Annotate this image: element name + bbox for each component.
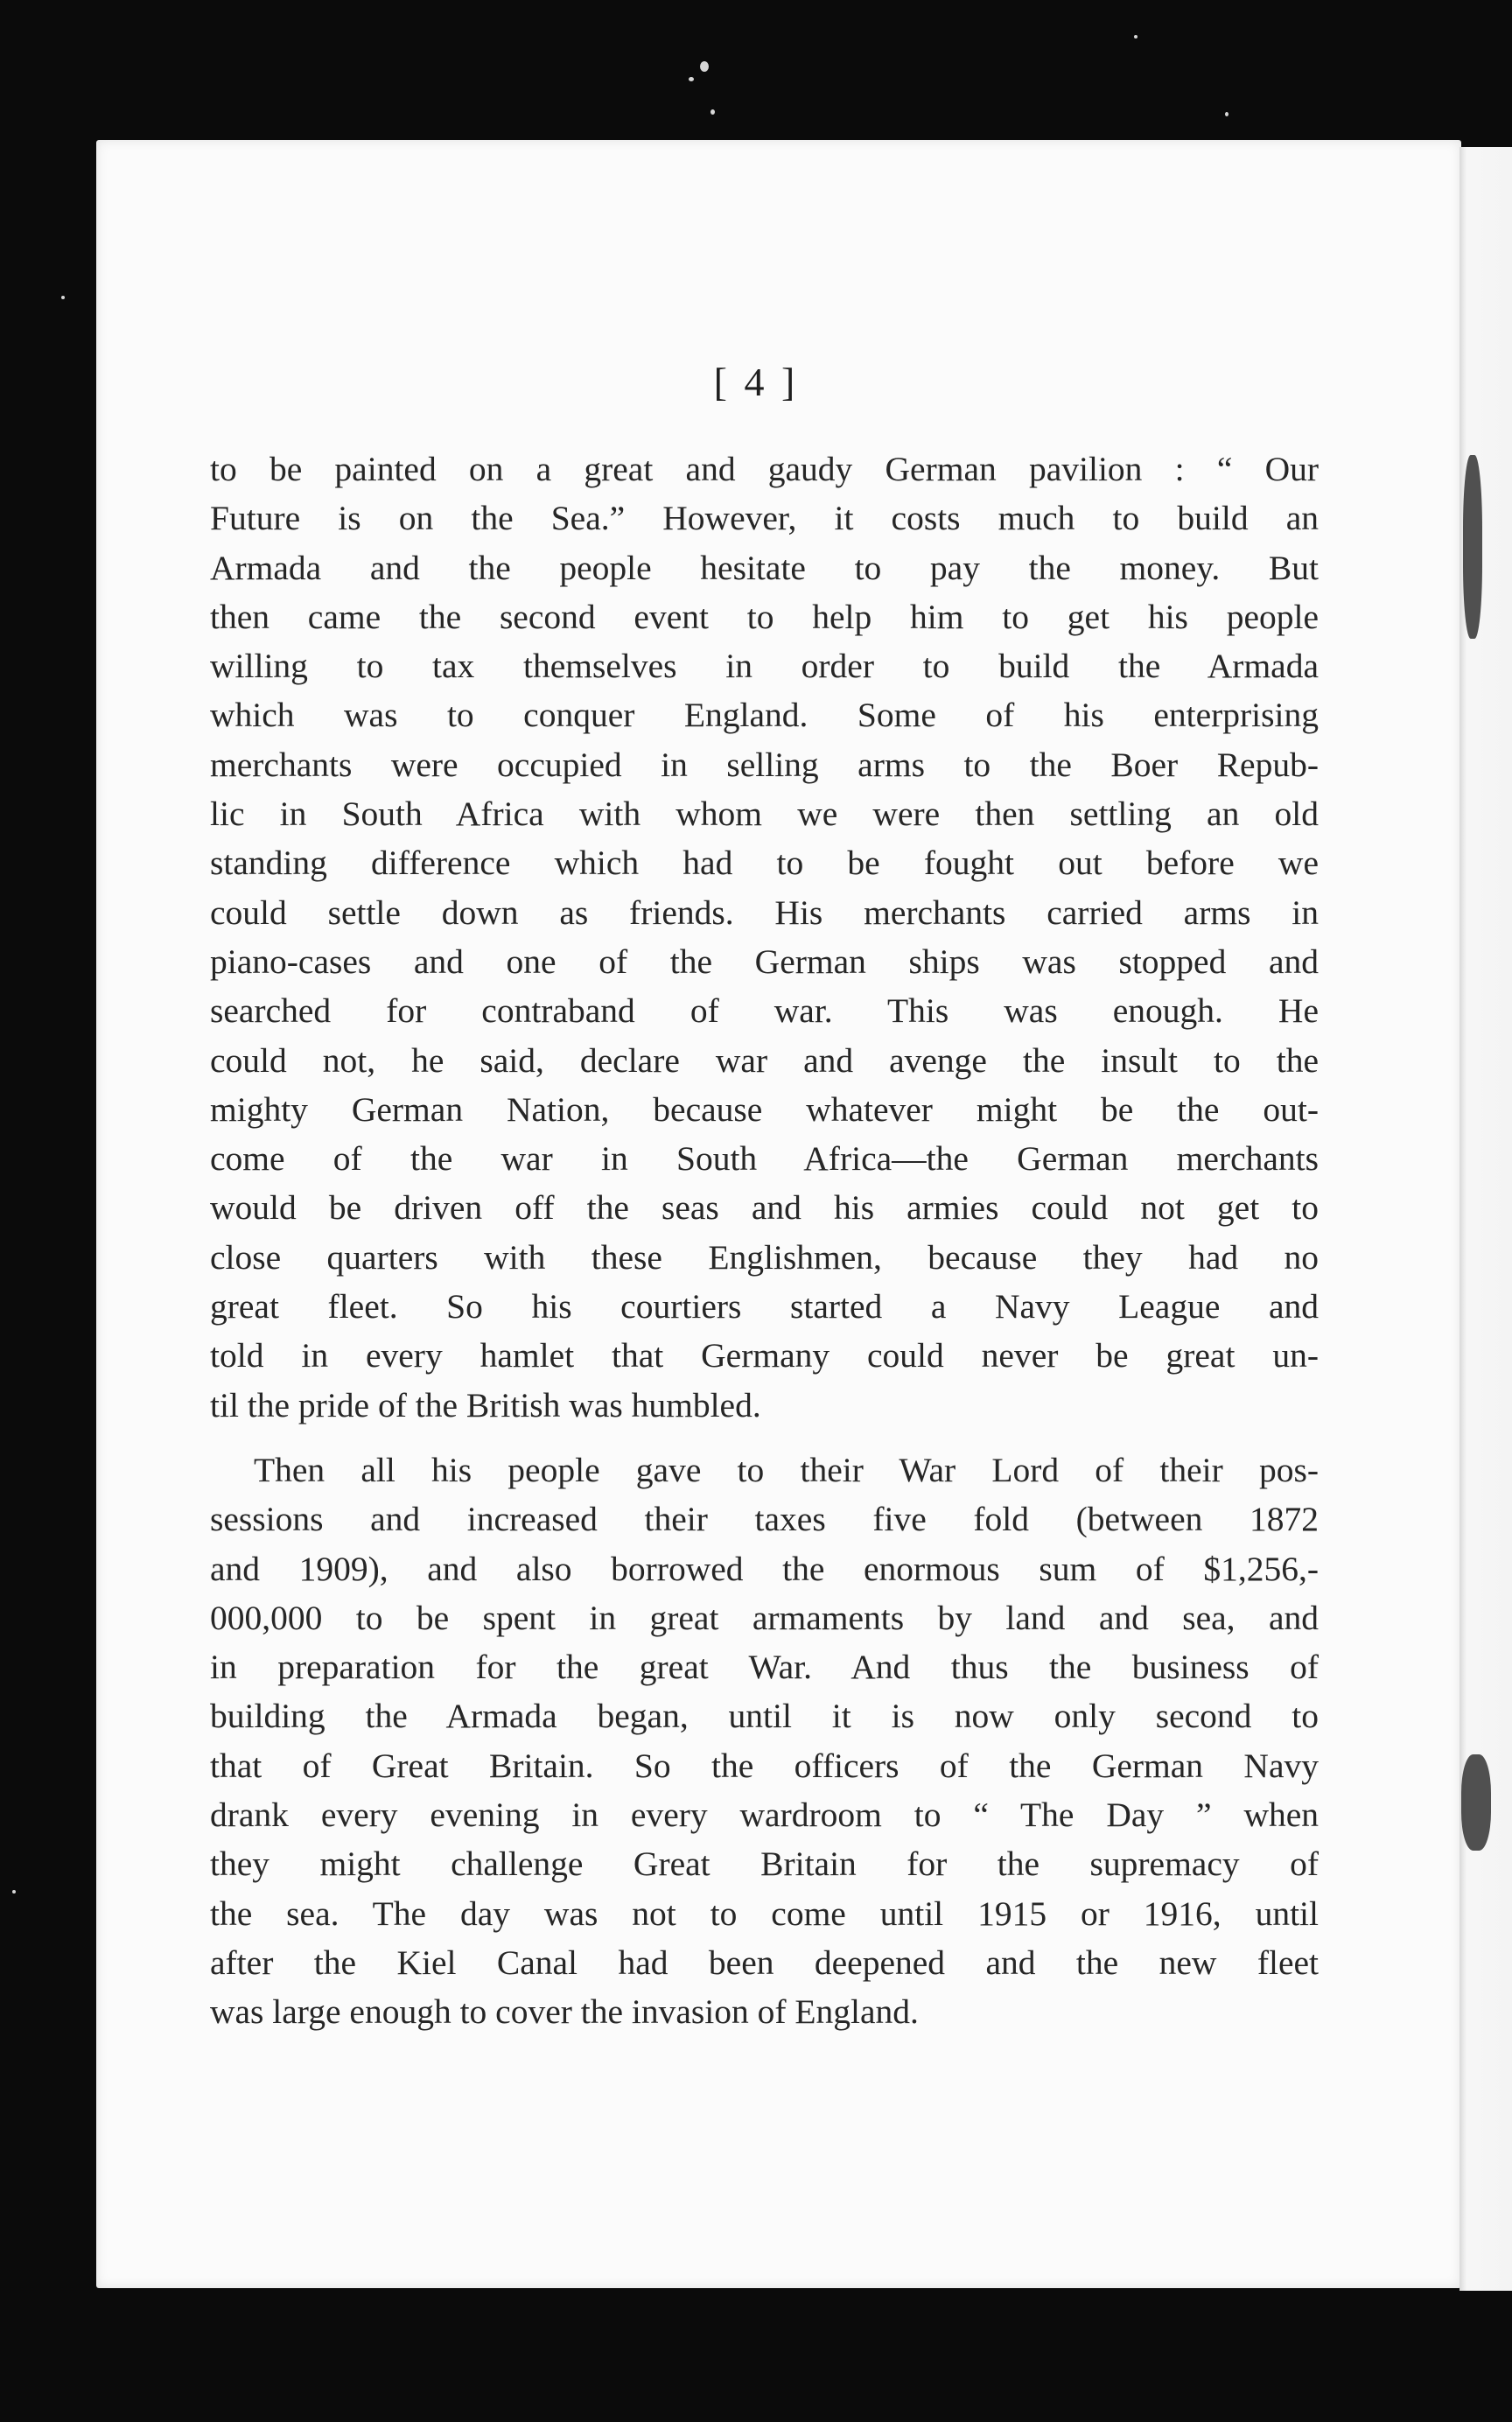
text-line: Future is on the Sea.” However, it costs much to build an xyxy=(210,499,1319,538)
body-text xyxy=(210,444,1319,2037)
text-line: could not, he said, declare war and avenge the insult to the xyxy=(210,1040,1319,1080)
ink-smudge xyxy=(1461,1754,1491,1851)
text-line: willing to tax themselves in order to build the Armada xyxy=(210,647,1319,686)
text-line: the sea. The day was not to come until 1915 or 1916, until xyxy=(210,1894,1319,1933)
paragraph xyxy=(210,444,1319,1430)
text-line: searched for contraband of war. This was enough. He xyxy=(210,991,1319,1031)
text-line: to be painted on a great and gaudy German pavilion : “ Our xyxy=(210,450,1319,488)
text-line: in preparation for the great War. And thus the business of xyxy=(210,1648,1319,1687)
text-line: merchants were occupied in selling arms to the Boer Repub- xyxy=(210,745,1319,784)
text-line-first xyxy=(210,1446,1319,1494)
paragraph-gap xyxy=(210,1430,1319,1446)
dust-speck xyxy=(700,61,709,72)
page-number: [ 4 ] xyxy=(713,360,799,404)
text-line: great fleet. So his courtiers started a Navy League and xyxy=(210,1287,1319,1326)
text-line: drank every evening in every wardroom to “ The Day ” when xyxy=(210,1796,1319,1835)
text-line: 000,000 to be spent in great armaments by land and sea, and xyxy=(210,1598,1319,1637)
text-line: told in every hamlet that Germany could never be great un- xyxy=(210,1336,1319,1376)
text-line: after the Kiel Canal had been deepened and the new fleet xyxy=(210,1942,1319,1982)
dust-speck xyxy=(61,296,65,299)
text-line: Armada and the people hesitate to pay the money. But xyxy=(210,548,1319,587)
text-line: they might challenge Great Britain for the supremacy of xyxy=(210,1844,1319,1884)
text-line: that of Great Britain. So the officers of the German Navy xyxy=(210,1746,1319,1785)
text-line: mighty German Nation, because whatever might be the out- xyxy=(210,1089,1319,1129)
text-line: lic in South Africa with whom we were then settling an old xyxy=(210,794,1319,834)
dust-speck xyxy=(12,1890,16,1894)
text-line: piano-cases and one of the German ships was stopped and xyxy=(210,942,1319,981)
text-line: standing difference which had to be fought out before we xyxy=(210,844,1319,883)
text-line: which was to conquer England. Some of his enterprising xyxy=(210,696,1319,735)
text-line: could settle down as friends. His merchants carried arms in xyxy=(210,892,1319,932)
text-line: would be driven off the seas and his armies could not get to xyxy=(210,1188,1319,1228)
text-line: was large enough to cover the invasion of England. xyxy=(210,1992,919,2032)
text-line: building the Armada began, until it is now only second to xyxy=(210,1697,1319,1736)
text-line: sessions and increased their taxes five fold (between 1872 xyxy=(210,1500,1319,1539)
text-line: til the pride of the British was humbled. xyxy=(210,1385,761,1424)
ink-smudge xyxy=(1463,455,1482,639)
paragraph xyxy=(210,1446,1319,2037)
text-line: Then all his people gave to their War Lord of their pos- xyxy=(254,1450,1319,1489)
dust-speck xyxy=(1134,35,1138,38)
dust-speck xyxy=(710,109,715,115)
dust-speck xyxy=(1225,112,1228,116)
text-line: come of the war in South Africa—the German merchants xyxy=(210,1139,1319,1179)
text-line: close quarters with these Englishmen, because they had no xyxy=(210,1237,1319,1277)
text-line: and 1909), and also borrowed the enormous sum of $1,256,- xyxy=(210,1549,1319,1588)
text-line: then came the second event to help him to get his people xyxy=(210,597,1319,636)
dust-speck xyxy=(689,77,694,81)
